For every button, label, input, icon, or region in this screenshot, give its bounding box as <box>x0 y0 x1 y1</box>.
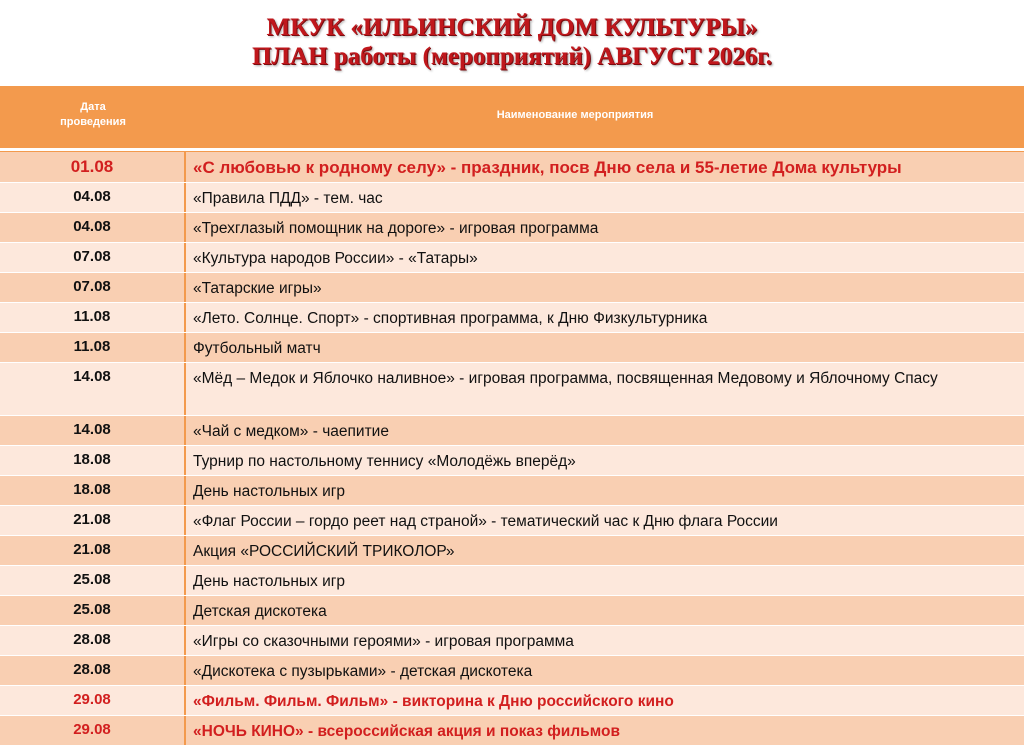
page-title: МКУК «ИЛЬИНСКИЙ ДОМ КУЛЬТУРЫ» <box>266 14 758 41</box>
event-date: 28.08 <box>0 656 186 685</box>
table-row <box>0 183 1024 213</box>
table-row <box>0 536 1024 566</box>
event-name: День настольных игр <box>193 483 346 500</box>
table-row <box>0 416 1024 446</box>
event-date: 25.08 <box>0 566 186 595</box>
event-date: 11.08 <box>0 333 186 362</box>
event-date: 14.08 <box>0 416 186 445</box>
event-name: «Мёд – Медок и Яблочко наливное» - игровая программа, посвященная Медовому и Яблочному Спасу <box>193 370 938 387</box>
event-date: 18.08 <box>0 476 186 505</box>
event-name: «Флаг России – гордо реет над страной» - тематический час к Дню флага России <box>193 513 778 530</box>
table-row <box>0 656 1024 686</box>
table-row <box>0 213 1024 243</box>
event-date: 21.08 <box>0 536 186 565</box>
event-name: «Фильм. Фильм. Фильм» - викторина к Дню российского кино <box>193 693 674 710</box>
table-row <box>0 596 1024 626</box>
event-name: «С любовью к родному селу» - праздник, посв Дню села и 55-летие Дома культуры <box>193 158 902 177</box>
table-row <box>0 363 1024 416</box>
table-row <box>0 303 1024 333</box>
event-date: 28.08 <box>0 626 186 655</box>
event-date: 14.08 <box>0 363 186 415</box>
event-date: 01.08 <box>0 152 186 182</box>
table-row <box>0 476 1024 506</box>
event-name: «Дискотека с пузырьками» - детская дискотека <box>193 663 533 680</box>
event-name: День настольных игр <box>193 573 346 590</box>
event-date: 07.08 <box>0 243 186 272</box>
event-name: «Игры со сказочными героями» - игровая программа <box>193 633 574 650</box>
table-row <box>0 506 1024 536</box>
column-header-name: Наименование мероприятия <box>496 109 654 121</box>
event-date: 21.08 <box>0 506 186 535</box>
table-row <box>0 273 1024 303</box>
event-name: «Чай с медком» - чаепитие <box>193 423 389 440</box>
event-name: Детская дискотека <box>193 603 327 620</box>
event-date: 18.08 <box>0 446 186 475</box>
event-date: 04.08 <box>0 183 186 212</box>
table-row <box>0 566 1024 596</box>
table-row <box>0 151 1024 183</box>
event-date: 04.08 <box>0 213 186 242</box>
page-subtitle: ПЛАН работы (мероприятий) АВГУСТ 2026г. <box>251 43 773 70</box>
event-name: Турнир по настольному теннису «Молодёжь вперёд» <box>193 453 576 470</box>
event-date: 29.08 <box>0 716 186 745</box>
table-row <box>0 243 1024 273</box>
event-name: Футбольный матч <box>193 340 321 357</box>
event-date: 25.08 <box>0 596 186 625</box>
event-date: 11.08 <box>0 303 186 332</box>
table-header <box>0 86 1024 151</box>
event-name: «Культура народов России» - «Татары» <box>193 250 478 267</box>
event-name: «Трехглазый помощник на дороге» - игровая программа <box>193 220 599 237</box>
table-row <box>0 716 1024 746</box>
event-date: 29.08 <box>0 686 186 715</box>
column-header-date: Дата проведения <box>60 101 126 128</box>
event-name: «Правила ПДД» - тем. час <box>193 190 383 207</box>
table-row <box>0 686 1024 716</box>
table-row <box>0 446 1024 476</box>
events-table <box>0 86 1024 746</box>
table-row <box>0 333 1024 363</box>
table-row <box>0 626 1024 656</box>
document-header <box>0 0 1024 86</box>
event-name: «Лето. Солнце. Спорт» - спортивная программа, к Дню Физкультурника <box>193 310 708 327</box>
event-name: «Татарские игры» <box>193 280 322 297</box>
event-name: «НОЧЬ КИНО» - всероссийская акция и показ фильмов <box>193 723 620 740</box>
event-date: 07.08 <box>0 273 186 302</box>
event-name: Акция «РОССИЙСКИЙ ТРИКОЛОР» <box>193 543 455 560</box>
